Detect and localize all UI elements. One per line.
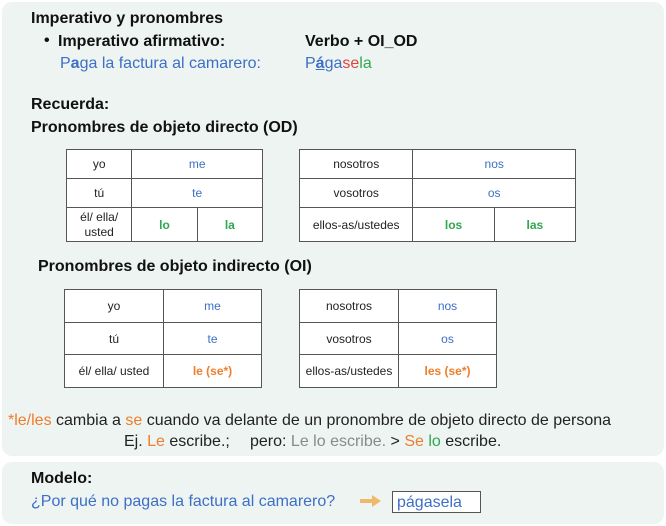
pronoun-object: me (132, 150, 263, 179)
pronoun-object: le (se*) (164, 355, 262, 388)
example-part: P (60, 55, 71, 72)
example-stressed-a: a (70, 55, 80, 72)
pronoun-object: te (164, 323, 262, 355)
bullet-dot: • (44, 32, 50, 49)
pronoun-subject: ellos-as/ustedes (300, 208, 413, 242)
example-answer (305, 55, 372, 73)
ex-text: escribe.; (164, 433, 230, 450)
ex-lo: lo (423, 433, 441, 450)
answer-part: P (305, 55, 316, 72)
answer-accent: á (315, 55, 325, 72)
pronoun-object: les (se*) (399, 355, 497, 388)
pronoun-subject: ellos-as/ustedes (300, 355, 399, 388)
oi-singular-table (64, 289, 262, 388)
pronoun-subject: nosotros (300, 290, 399, 323)
example-part: ga la factura al camarero: (79, 55, 261, 72)
recuerda-label: Recuerda: (31, 96, 110, 113)
oi-plural-table (299, 289, 497, 388)
oi-title: Pronombres de objeto indirecto (OI) (38, 258, 312, 275)
pronoun-subject: él/ ella/ usted (65, 355, 164, 388)
pronoun-object: os (399, 323, 497, 355)
pronoun-subject: vosotros (300, 179, 413, 208)
ex-wrong: Le lo escribe. (290, 433, 387, 450)
modelo-title: Modelo: (31, 470, 93, 487)
right-arrow-icon (360, 494, 382, 513)
ex-text: pero: (250, 433, 291, 450)
answer-se: se (342, 55, 360, 72)
modelo-answer-box[interactable]: págasela (392, 491, 481, 513)
example-sentence (60, 55, 261, 73)
ex-text: escribe. (440, 433, 502, 450)
od-title: Pronombres de objeto directo (OD) (31, 119, 298, 136)
note-text: cambia a (51, 412, 126, 429)
pronoun-object: me (164, 290, 262, 323)
od-singular-table (66, 149, 263, 242)
answer-la: la (359, 55, 372, 72)
pronoun-subject: él/ ella/ usted (67, 208, 132, 242)
example-2-left (124, 433, 230, 451)
modelo-question: ¿Por qué no pagas la factura al camarero? (31, 493, 336, 510)
note-line (8, 412, 611, 430)
note-text: cuando va delante de un pronombre de objeto directo de persona (142, 412, 612, 429)
note-le-les: *le/les (8, 412, 52, 429)
pronoun-object: nos (413, 150, 576, 179)
pronoun-subject: yo (67, 150, 132, 179)
ex-se: Se (404, 433, 424, 450)
pronoun-subject: nosotros (300, 150, 413, 179)
pronoun-subject: tú (65, 323, 164, 355)
formula: Verbo + OI_OD (305, 33, 418, 50)
bullet-label: Imperativo afirmativo: (58, 33, 226, 50)
pronoun-subject: vosotros (300, 323, 399, 355)
pronoun-object: la (197, 208, 262, 242)
od-plural-table (299, 149, 576, 242)
ex-text: Ej. (124, 433, 148, 450)
pronoun-subject: tú (67, 179, 132, 208)
ex-text: > (386, 433, 405, 450)
note-se: se (125, 412, 143, 429)
pronoun-object: las (494, 208, 575, 242)
pronoun-object: nos (399, 290, 497, 323)
section-title: Imperativo y pronombres (31, 10, 224, 27)
ex-le: Le (147, 433, 165, 450)
pronoun-object: te (132, 179, 263, 208)
pronoun-object: lo (132, 208, 197, 242)
pronoun-object: os (413, 179, 576, 208)
pronoun-subject: yo (65, 290, 164, 323)
pronoun-object: los (413, 208, 494, 242)
example-2-right (250, 433, 501, 451)
answer-part: ga (324, 55, 343, 72)
